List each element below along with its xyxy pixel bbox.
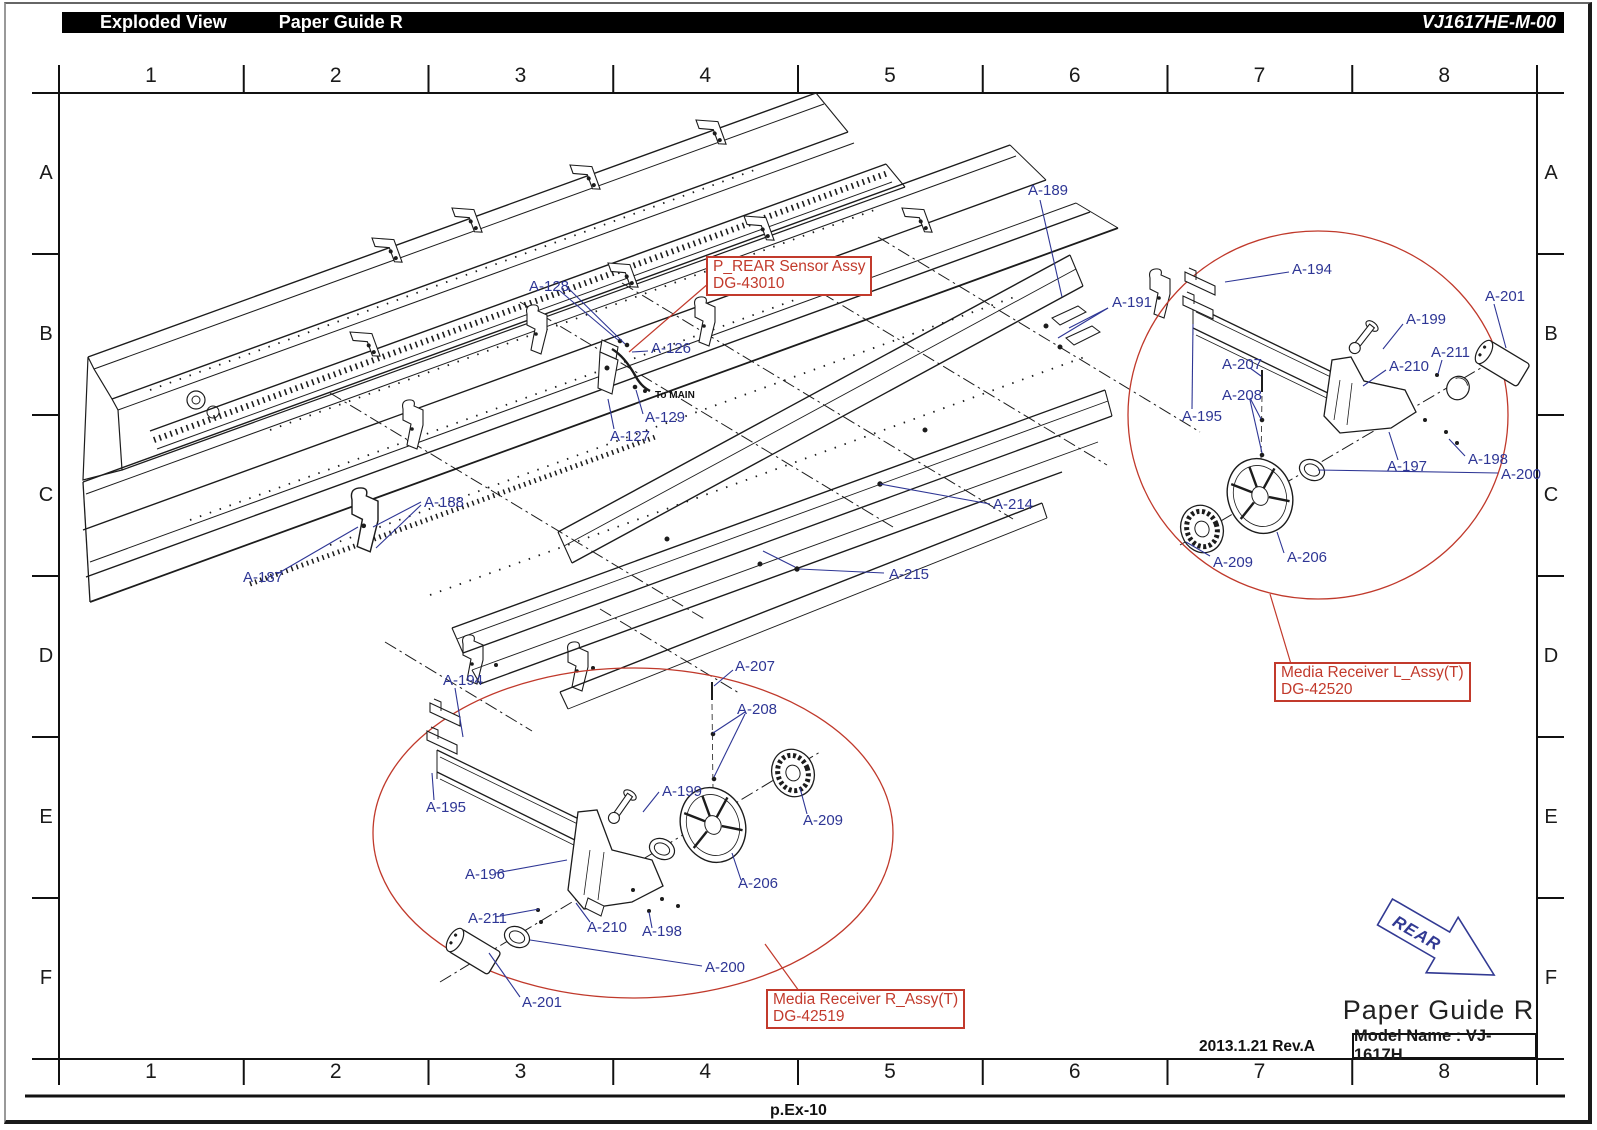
callout-line2: DG-42519 xyxy=(773,1007,845,1025)
grid-col-label: 6 xyxy=(1068,64,1081,87)
part-label: A-196 xyxy=(465,866,506,883)
part-label: A-191 xyxy=(1112,294,1153,311)
rear-arrow-label: REAR xyxy=(1389,911,1445,955)
part-label: A-199 xyxy=(1406,311,1447,328)
grid-col-label: 8 xyxy=(1438,1060,1451,1083)
grid-col-label: 1 xyxy=(145,64,157,87)
grid-row-label: F xyxy=(1544,966,1558,989)
part-label: A-126 xyxy=(651,340,692,357)
part-label: A-194 xyxy=(1292,261,1333,278)
grid-row-label: A xyxy=(1544,161,1558,184)
part-label: A-187 xyxy=(243,569,284,586)
grid-row-label: C xyxy=(38,483,54,506)
grid-col-label: 8 xyxy=(1438,64,1451,87)
grid-col-label: 6 xyxy=(1068,1060,1081,1083)
part-label: A-199 xyxy=(662,783,703,800)
part-label: A-211 xyxy=(468,910,507,927)
part-label: A-206 xyxy=(1287,549,1328,566)
grid-col-label: 3 xyxy=(514,64,527,87)
page-number: p.Ex-10 xyxy=(770,1102,827,1119)
media-receiver-r-group xyxy=(373,668,893,998)
grid-row-label: F xyxy=(39,966,53,989)
part-label: A-206 xyxy=(738,875,779,892)
grid-col-label: 5 xyxy=(884,1060,896,1083)
model-name-box: Model Name : VJ-1617H xyxy=(1352,1033,1537,1059)
part-label: A-210 xyxy=(587,919,628,936)
hole-rows xyxy=(150,168,1090,595)
paper-guide-rails xyxy=(452,390,1112,709)
callout-media-receiver-l xyxy=(1274,662,1471,702)
grid-row-label: A xyxy=(39,161,53,184)
grid-col-label: 2 xyxy=(329,1060,342,1083)
grid-col-label: 2 xyxy=(329,64,342,87)
part-label: A-209 xyxy=(1213,554,1254,571)
grid-col-label: 7 xyxy=(1253,64,1266,87)
p-rear-sensor xyxy=(598,339,650,394)
callout-line2: DG-43010 xyxy=(713,274,785,292)
part-label: A-127 xyxy=(610,428,651,445)
part-label: A-195 xyxy=(426,799,467,816)
part-label: A-211 xyxy=(1431,344,1470,361)
grid-row-label: C xyxy=(1543,483,1559,506)
grid-col-label: 7 xyxy=(1253,1060,1266,1083)
callout-p-rear-sensor xyxy=(706,256,872,296)
part-label: A-215 xyxy=(889,566,930,583)
header-doc-code: VJ1617HE-M-00 xyxy=(1421,12,1556,32)
part-label: A-207 xyxy=(735,658,776,675)
callout-line1: Media Receiver R_Assy(T) xyxy=(773,991,959,1008)
grid-col-label: 4 xyxy=(699,1060,712,1083)
part-label: A-201 xyxy=(522,994,563,1011)
grid-row-label: E xyxy=(1544,805,1558,828)
grid-row-label: E xyxy=(39,805,53,828)
part-label: A-189 xyxy=(1028,182,1069,199)
revision-date: 2013.1.21 Rev.A xyxy=(1198,1038,1315,1055)
callout-line1: Media Receiver L_Assy(T) xyxy=(1281,664,1464,681)
part-label: A-195 xyxy=(1182,408,1223,425)
part-label: A-200 xyxy=(705,959,746,976)
header-sheet-title: Paper Guide R xyxy=(278,12,403,32)
part-label: A-208 xyxy=(737,701,778,718)
grid-row-label: B xyxy=(39,322,53,345)
chassis-brackets xyxy=(350,113,1170,691)
grid-col-label: 4 xyxy=(699,64,712,87)
part-label: A-209 xyxy=(803,812,844,829)
part-label: A-129 xyxy=(645,409,686,426)
part-label: A-201 xyxy=(1485,288,1526,305)
part-label: A-194 xyxy=(443,672,484,689)
grid-row-label: D xyxy=(1543,644,1559,667)
callout-line1: P_REAR Sensor Assy xyxy=(713,258,866,275)
part-label: A-208 xyxy=(1222,387,1263,404)
callout-line2: DG-42520 xyxy=(1281,680,1353,698)
part-label: A-197 xyxy=(1387,458,1428,475)
part-label: A-210 xyxy=(1389,358,1430,375)
callout-media-receiver-r xyxy=(766,989,965,1029)
part-label: A-128 xyxy=(529,278,570,295)
grid-col-label: 3 xyxy=(514,1060,527,1083)
part-label: A-198 xyxy=(642,923,683,940)
rear-arrow xyxy=(1369,884,1510,1002)
sheet-title: Paper Guide R xyxy=(1342,995,1535,1025)
header-section-title: Exploded View xyxy=(100,12,227,32)
grid-col-label: 1 xyxy=(145,1060,157,1083)
to-main-note: To MAIN xyxy=(655,390,695,401)
part-label: A-207 xyxy=(1222,356,1263,373)
part-label: A-200 xyxy=(1501,466,1542,483)
part-label: A-188 xyxy=(424,494,465,511)
rear-guide-bar xyxy=(558,255,1100,563)
center-lines xyxy=(330,237,1508,982)
part-label: A-198 xyxy=(1468,451,1509,468)
grid-row-label: B xyxy=(1544,322,1558,345)
grid-row-label: D xyxy=(38,644,54,667)
grid-col-label: 5 xyxy=(884,64,896,87)
part-label: A-214 xyxy=(993,496,1034,513)
